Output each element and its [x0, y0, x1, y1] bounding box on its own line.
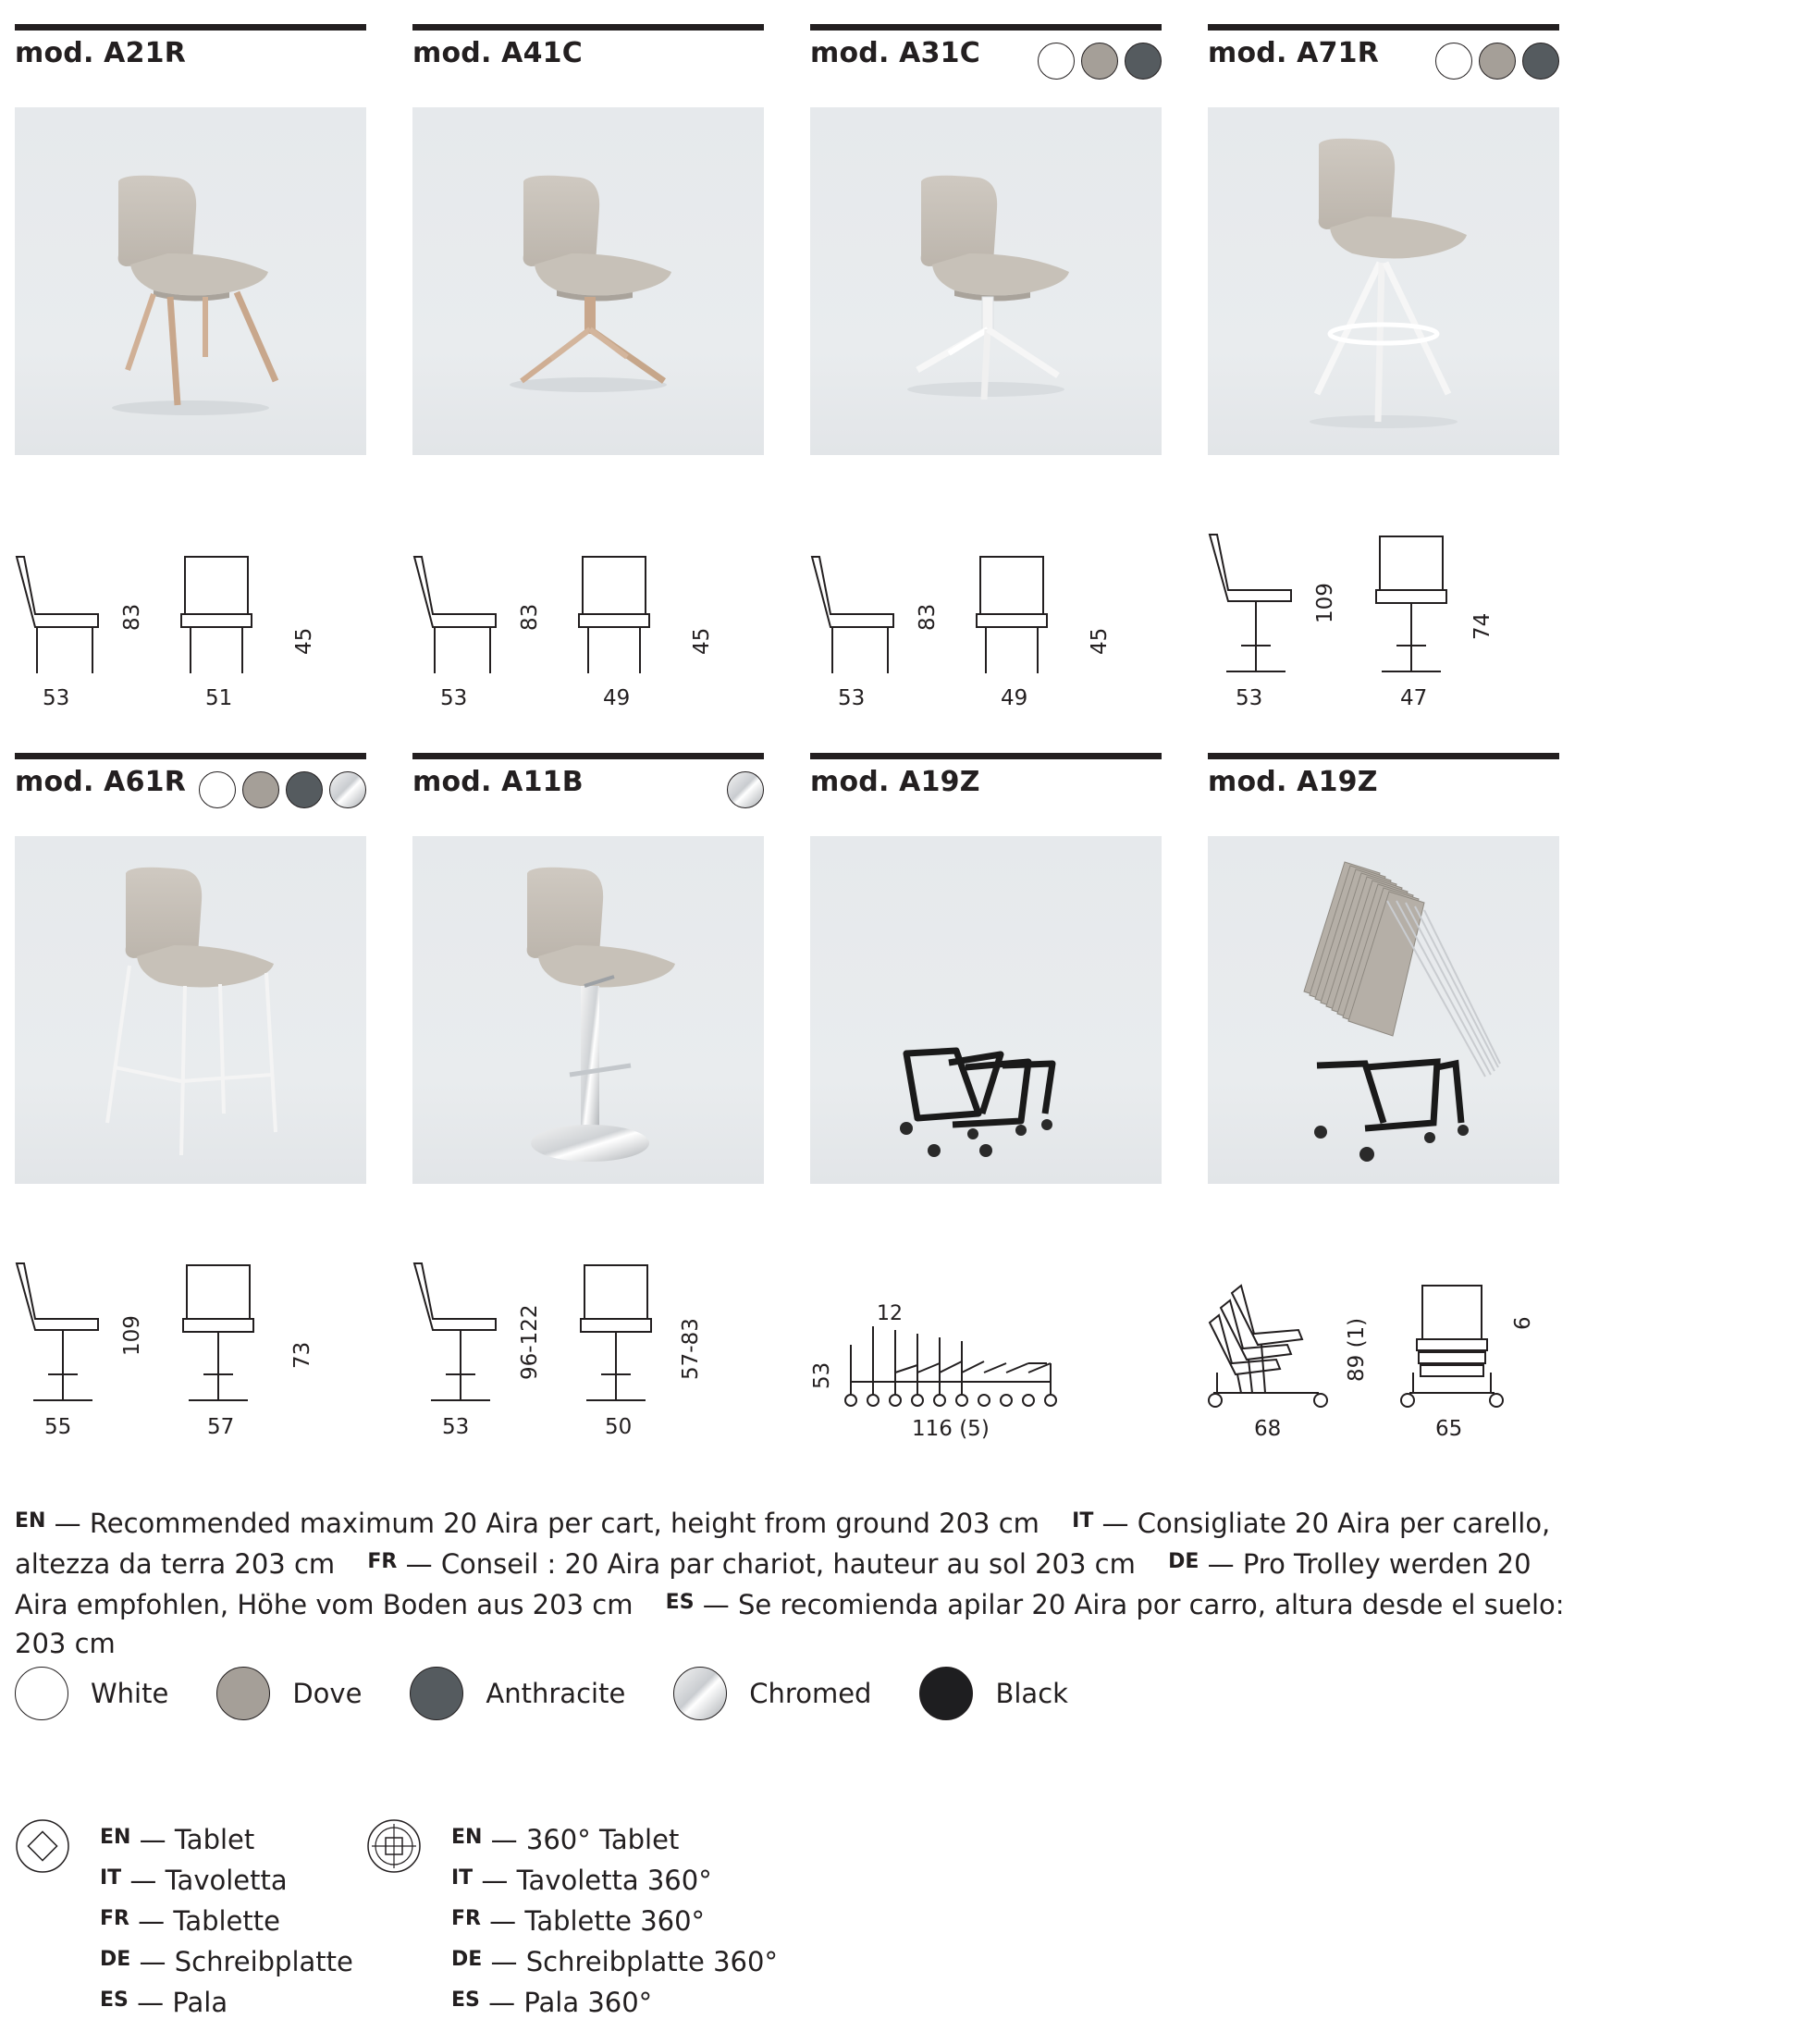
gap-dim: 6	[1511, 1316, 1535, 1330]
model-card-a19z-stack	[1208, 753, 1559, 1441]
depth-dim: 53	[43, 686, 70, 710]
width-dim: 57	[207, 1415, 235, 1439]
lang-code: ES	[665, 1591, 695, 1614]
lang-code: FR	[100, 1907, 129, 1930]
white-swatch-icon	[199, 771, 236, 808]
note-text: Se recomienda apilar 20 Aira por carro, altura desde el suelo: 203 cm	[15, 1589, 1565, 1659]
pitch-dim: 12	[877, 1302, 903, 1325]
white-swatch-icon	[15, 1667, 68, 1720]
model-card-a61r	[15, 753, 366, 1439]
anthracite-swatch-icon	[410, 1667, 463, 1720]
note-text: Conseil : 20 Aira par chariot, hauteur au sol 203 cm	[440, 1548, 1136, 1580]
dove-swatch-icon	[242, 771, 279, 808]
height-dim: 83	[518, 603, 542, 631]
seat-height-dim: 74	[1470, 612, 1495, 640]
model-title: mod. A31C	[810, 37, 980, 69]
lang-code: FR	[451, 1907, 481, 1930]
lang-code: EN	[100, 1826, 131, 1849]
model-title: mod. A21R	[15, 37, 187, 69]
model-title: mod. A61R	[15, 766, 187, 798]
legend-label: Anthracite	[486, 1678, 626, 1709]
chair-photo-a21r	[15, 107, 366, 455]
height-dim: 83	[120, 603, 144, 631]
tablet-360-labels: $^{EN}$ — 360° Tablet $^{IT}$ — Tavoletta 360° $^{FR}$ — Tablette 360° $^{DE}$ — Schreibplatte 360° $^{ES}$ — Pala 360°	[451, 1824, 778, 2018]
tech-drawing-a41c	[412, 505, 764, 708]
depth-dim: 55	[44, 1415, 72, 1439]
lang-code: IT	[451, 1866, 474, 1890]
model-card-a21r	[15, 24, 366, 710]
height-dim: 83	[916, 603, 940, 631]
lang-code: IT	[1072, 1509, 1094, 1533]
title-rule	[15, 24, 366, 31]
chromed-swatch-icon	[727, 771, 764, 808]
seat-height-dim: 45	[1088, 627, 1112, 655]
stacking-notes: $^{EN}$ — Recommended maximum 20 Aira per cart, height from ground 203 cm $^{IT}$ — Consigliate 20 Aira per carello, altezza da terra 203 cm $^{FR}$ — Conseil : 20 Aira par chariot, hauteur au sol 203 cm $^{DE}$ — Pro Trolley werden 20 Aira empfohlen, Höhe vom Boden aus 203 cm $^{ES}$ — Se recomienda apilar 20 Aira por carro, altura desde el suelo: 203 cm	[15, 1508, 1565, 1659]
model-card-a11b	[412, 753, 764, 1439]
legend-item-chromed	[673, 1667, 871, 1720]
color-swatches	[199, 771, 366, 808]
tech-drawing-a21r	[15, 505, 366, 708]
tablet-label: Pala	[172, 1987, 228, 2018]
chair-photo-a41c	[412, 107, 764, 455]
tech-drawing-a61r	[15, 1234, 366, 1437]
tablet-360-label: 360° Tablet	[525, 1824, 680, 1855]
dove-swatch-icon	[1479, 43, 1516, 80]
legend-item-anthracite	[410, 1667, 625, 1720]
stack-photo-a19z	[1208, 836, 1559, 1184]
lang-code: DE	[100, 1948, 131, 1971]
note-text: Recommended maximum 20 Aira per cart, height from ground 203 cm	[89, 1508, 1039, 1539]
anthracite-swatch-icon	[286, 771, 323, 808]
tablet-360-label: Pala 360°	[523, 1987, 653, 2018]
anthracite-swatch-icon	[1125, 43, 1162, 80]
width-dim: 49	[603, 686, 631, 710]
width-dim: 47	[1400, 686, 1428, 710]
tech-drawing-a71r	[1208, 505, 1559, 708]
tablet-icon	[15, 1818, 70, 1874]
height-dim: 89 (1)	[1345, 1317, 1369, 1382]
dove-swatch-icon	[1081, 43, 1118, 80]
cart-photo-a19z	[810, 836, 1162, 1184]
note-text: Consigliate 20 Aira per carello, altezza da terra 203 cm	[15, 1508, 1551, 1580]
depth-dim: 53	[442, 1415, 470, 1439]
seat-height-dim: 45	[292, 627, 316, 655]
chair-photo-a31c	[810, 107, 1162, 455]
white-swatch-icon	[1038, 43, 1075, 80]
legend-item-dove	[216, 1667, 362, 1720]
model-card-a71r	[1208, 24, 1559, 710]
tech-drawing-a31c	[810, 505, 1162, 708]
tablet-labels: $^{EN}$ — Tablet $^{IT}$ — Tavoletta $^{FR}$ — Tablette $^{DE}$ — Schreibplatte $^{ES}$ — Pala	[100, 1824, 353, 2018]
tablet-360-icon	[366, 1818, 422, 1874]
stool-photo-a61r	[15, 836, 366, 1184]
seat-height-dim: 57-83	[679, 1318, 703, 1380]
model-title: mod. A11B	[412, 766, 584, 798]
legend-item-white	[15, 1667, 168, 1720]
length-dim: 116 (5)	[912, 1417, 990, 1441]
width-dim: 49	[1001, 686, 1028, 710]
tablet-360-label: Schreibplatte 360°	[525, 1946, 778, 1977]
tablet-360-label: Tablette 360°	[524, 1905, 706, 1937]
title-rule	[412, 24, 764, 31]
lang-code: ES	[100, 1989, 129, 2012]
width-dim: 65	[1435, 1417, 1463, 1441]
tablet-360-label: Tavoletta 360°	[516, 1865, 712, 1896]
title-rule	[1208, 24, 1559, 31]
title-rule	[15, 753, 366, 759]
legend-label: Black	[995, 1678, 1068, 1709]
height-dim: 109	[1313, 583, 1337, 623]
lang-code: IT	[100, 1866, 122, 1890]
lang-code: DE	[1168, 1550, 1199, 1573]
tech-drawing-a19z-stack	[1208, 1234, 1559, 1441]
title-rule	[412, 753, 764, 759]
note-text: Pro Trolley werden 20 Aira empfohlen, Höhe vom Boden aus 203 cm	[15, 1548, 1532, 1620]
lang-code: DE	[451, 1948, 483, 1971]
depth-dim: 68	[1254, 1417, 1282, 1441]
lang-code: FR	[367, 1550, 398, 1573]
legend-item-black	[919, 1667, 1067, 1720]
stool-photo-a11b	[412, 836, 764, 1184]
legend-label: White	[91, 1678, 169, 1709]
height-dim: 109	[120, 1315, 144, 1356]
tablet-label: Tavoletta	[165, 1865, 288, 1896]
tablet-label: Schreibplatte	[174, 1946, 353, 1977]
title-rule	[810, 753, 1162, 759]
model-card-a19z-cart	[810, 753, 1162, 1441]
height-dim: 96-122	[518, 1304, 542, 1380]
white-swatch-icon	[1435, 43, 1472, 80]
tablet-label: Tablette	[173, 1905, 280, 1937]
stool-photo-a71r	[1208, 107, 1559, 455]
seat-height-dim: 45	[690, 627, 714, 655]
chromed-swatch-icon	[673, 1667, 727, 1720]
height-dim: 53	[810, 1361, 834, 1389]
depth-dim: 53	[838, 686, 866, 710]
legend-label: Chromed	[749, 1678, 872, 1709]
lang-code: EN	[451, 1826, 483, 1849]
legend-label: Dove	[292, 1678, 363, 1709]
model-card-a31c	[810, 24, 1162, 710]
title-rule	[810, 24, 1162, 31]
dove-swatch-icon	[216, 1667, 270, 1720]
width-dim: 50	[605, 1415, 633, 1439]
seat-height-dim: 73	[290, 1341, 314, 1369]
color-swatches	[727, 771, 764, 808]
model-title: mod. A71R	[1208, 37, 1380, 69]
tech-drawing-a19z-cart	[810, 1234, 1162, 1441]
width-dim: 51	[205, 686, 233, 710]
tablet-label: Tablet	[174, 1824, 255, 1855]
side-and-front-view	[15, 505, 366, 708]
color-legend	[15, 1667, 1116, 1720]
lang-code: ES	[451, 1989, 480, 2012]
title-rule	[1208, 753, 1559, 759]
color-swatches	[1435, 43, 1559, 80]
lang-code: EN	[15, 1509, 46, 1533]
model-title: mod. A41C	[412, 37, 583, 69]
depth-dim: 53	[1236, 686, 1263, 710]
model-title: mod. A19Z	[1208, 766, 1378, 798]
color-swatches	[1038, 43, 1162, 80]
depth-dim: 53	[440, 686, 468, 710]
chromed-swatch-icon	[329, 771, 366, 808]
anthracite-swatch-icon	[1522, 43, 1559, 80]
tech-drawing-a11b	[412, 1234, 764, 1437]
black-swatch-icon	[919, 1667, 973, 1720]
model-card-a41c	[412, 24, 764, 710]
model-title: mod. A19Z	[810, 766, 980, 798]
